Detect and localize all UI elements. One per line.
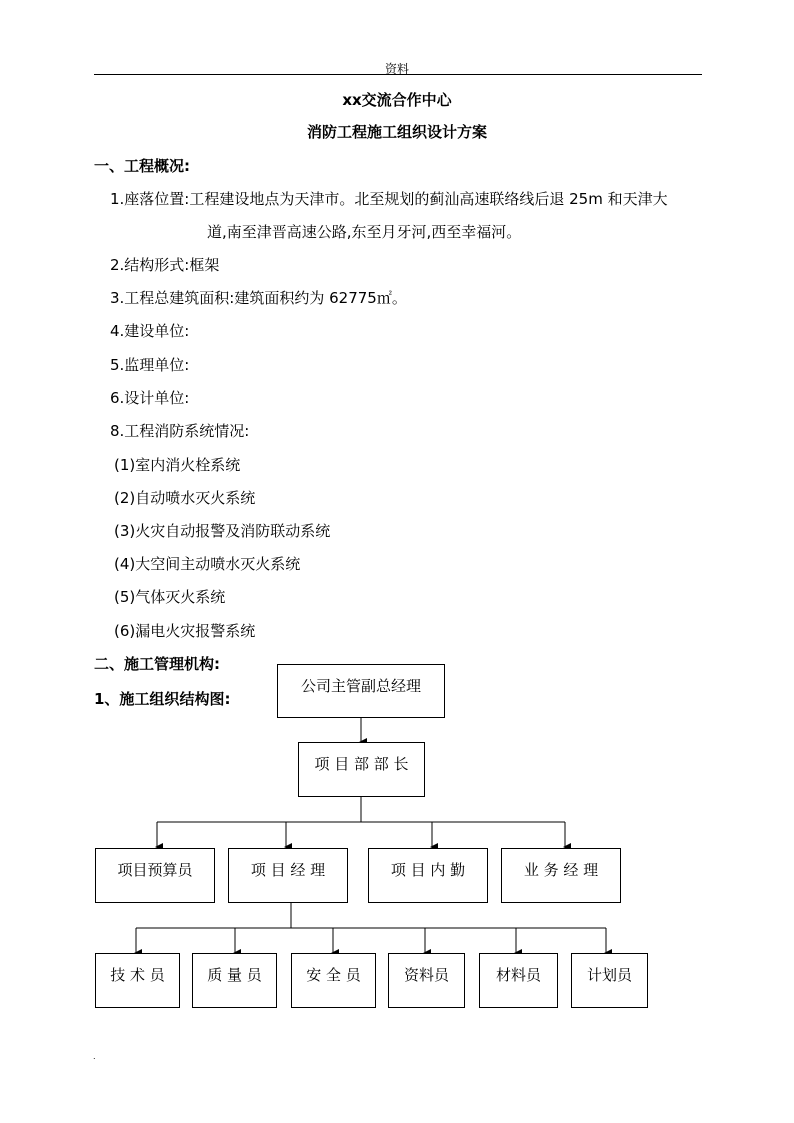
system-item: (3)火灾自动报警及消防联动系统 (114, 522, 331, 540)
section-heading-management: 二、施工管理机构: (94, 655, 220, 673)
document-title-org: xx交流合作中心 (342, 91, 452, 109)
item-designer: 6.设计单位: (110, 389, 190, 407)
org-box-label: 项 目 内 勤 (390, 861, 466, 879)
org-box-label: 技 术 员 (110, 966, 165, 984)
document-title-plan: 消防工程施工组织设计方案 (306, 123, 487, 141)
org-box-label: 资料员 (403, 966, 449, 984)
section-heading-overview: 一、工程概况: (94, 157, 190, 175)
org-box-business-manager (501, 848, 621, 903)
org-box-label: 业 务 经 理 (523, 861, 599, 879)
org-box-label: 公司主管副总经理 (300, 677, 421, 695)
item-area: 3.工程总建筑面积:建筑面积约为 62775㎡。 (110, 289, 407, 307)
org-box-label: 项目预算员 (117, 861, 193, 879)
system-item: (2)自动喷水灭火系统 (114, 489, 256, 507)
org-box-project-manager (228, 848, 348, 903)
item-location-line2: 道,南至津晋高速公路,东至月牙河,西至幸福河。 (207, 223, 522, 241)
org-box-project-director (298, 742, 425, 797)
page-header-label: 资料 (384, 62, 409, 76)
org-box-materials-officer (479, 953, 558, 1008)
org-box-label: 安 全 员 (306, 966, 361, 984)
org-box-technician (95, 953, 180, 1008)
org-box-label: 计划员 (586, 966, 632, 984)
footer-mark: . (93, 1052, 96, 1061)
system-item: (6)漏电火灾报警系统 (114, 622, 256, 640)
org-box-safety-officer (291, 953, 376, 1008)
system-item: (5)气体灭火系统 (114, 588, 226, 606)
org-box-quality-officer (192, 953, 277, 1008)
org-box-budget-officer (95, 848, 215, 903)
org-chart-heading: 1、施工组织结构图: (94, 690, 231, 708)
system-item: (4)大空间主动喷水灭火系统 (114, 555, 301, 573)
item-location-line1: 1.座落位置:工程建设地点为天津市。北至规划的蓟汕高速联络线后退 25m 和天津大 (110, 190, 668, 208)
org-box-label: 材料员 (495, 966, 541, 984)
org-box-label: 项 目 部 部 长 (314, 755, 409, 773)
org-box-label: 项 目 经 理 (250, 861, 326, 879)
item-builder: 4.建设单位: (110, 322, 190, 340)
org-box-planner (571, 953, 648, 1008)
org-box-project-clerk (368, 848, 488, 903)
item-structure: 2.结构形式:框架 (110, 256, 220, 274)
system-item: (1)室内消火栓系统 (114, 456, 241, 474)
org-box-label: 质 量 员 (207, 966, 262, 984)
item-fire-systems: 8.工程消防系统情况: (110, 422, 250, 440)
item-supervisor: 5.监理单位: (110, 356, 190, 374)
org-box-document-officer (388, 953, 465, 1008)
org-box-deputy-gm (277, 664, 445, 718)
